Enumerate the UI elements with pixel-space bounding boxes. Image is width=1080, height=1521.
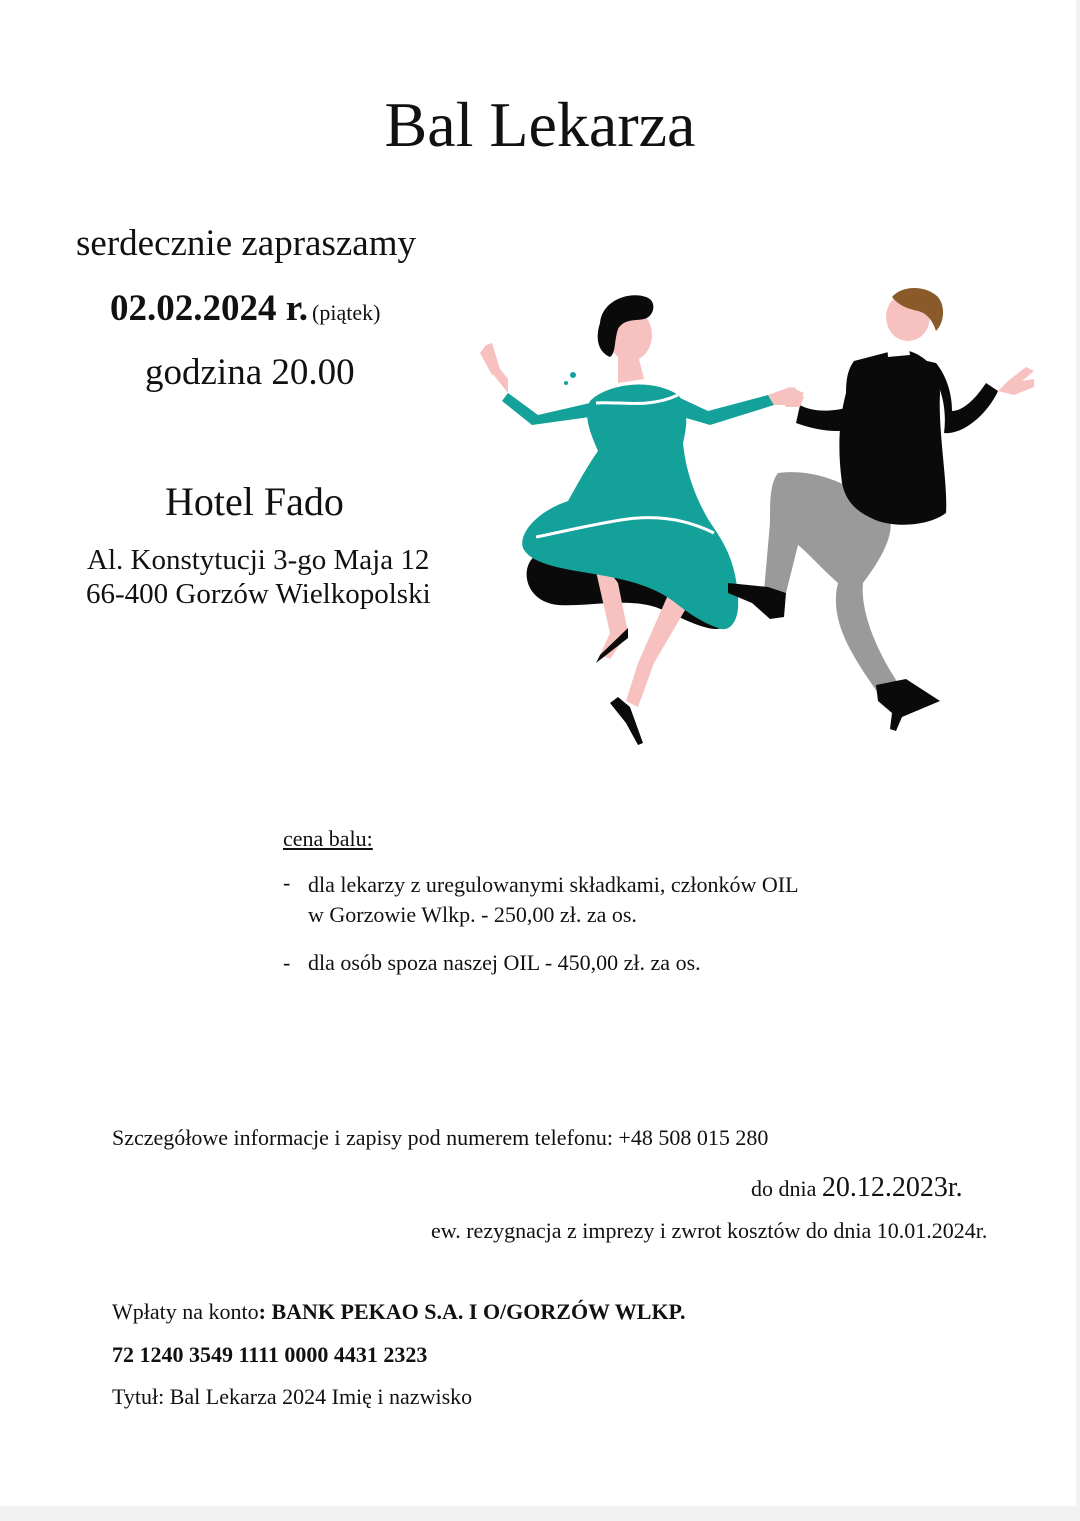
payment-line: [112, 1299, 685, 1325]
invite-text: serdecznie zapraszamy: [76, 223, 416, 264]
event-date-line: [110, 287, 380, 330]
price-item1-line2: w Gorzowie Wlkp. - 250,00 zł. za os.: [308, 902, 637, 927]
cancellation-note: ew. rezygnacja z imprezy i zwrot kosztów do dnia 10.01.2024r.: [431, 1218, 988, 1243]
bullet-dash: -: [283, 950, 291, 975]
event-time: godzina 20.00: [145, 352, 355, 393]
page-title: Bal Lekarza: [384, 89, 696, 160]
venue-name: Hotel Fado: [165, 479, 344, 524]
deadline-prefix: do dnia: [751, 1176, 822, 1201]
transfer-title: Tytuł: Bal Lekarza 2024 Imię i nazwisko: [112, 1384, 473, 1409]
contact-info: Szczegółowe informacje i zapisy pod numerem telefonu: +48 508 015 280: [112, 1125, 769, 1150]
venue-address-line2: 66-400 Gorzów Wielkopolski: [86, 578, 431, 610]
dancing-couple-illustration: [478, 283, 1044, 753]
event-weekday: (piątek): [312, 300, 381, 325]
account-number: 72 1240 3549 1111 0000 4431 2323: [112, 1342, 428, 1367]
signup-deadline: [751, 1172, 963, 1204]
bullet-dash: -: [283, 870, 291, 895]
price-item1-line1: dla lekarzy z uregulowanymi składkami, członków OIL: [308, 872, 799, 897]
venue-address-line1: Al. Konstytucji 3-go Maja 12: [87, 544, 430, 576]
bank-name: : BANK PEKAO S.A. I O/GORZÓW WLKP.: [258, 1299, 686, 1324]
event-date: 02.02.2024 r.: [110, 288, 309, 329]
price-heading: cena balu:: [283, 826, 373, 851]
price-item2: dla osób spoza naszej OIL - 450,00 zł. za os.: [308, 950, 701, 975]
deadline-date: 20.12.2023r.: [821, 1172, 963, 1203]
payment-prefix: Wpłaty na konto: [112, 1299, 259, 1324]
